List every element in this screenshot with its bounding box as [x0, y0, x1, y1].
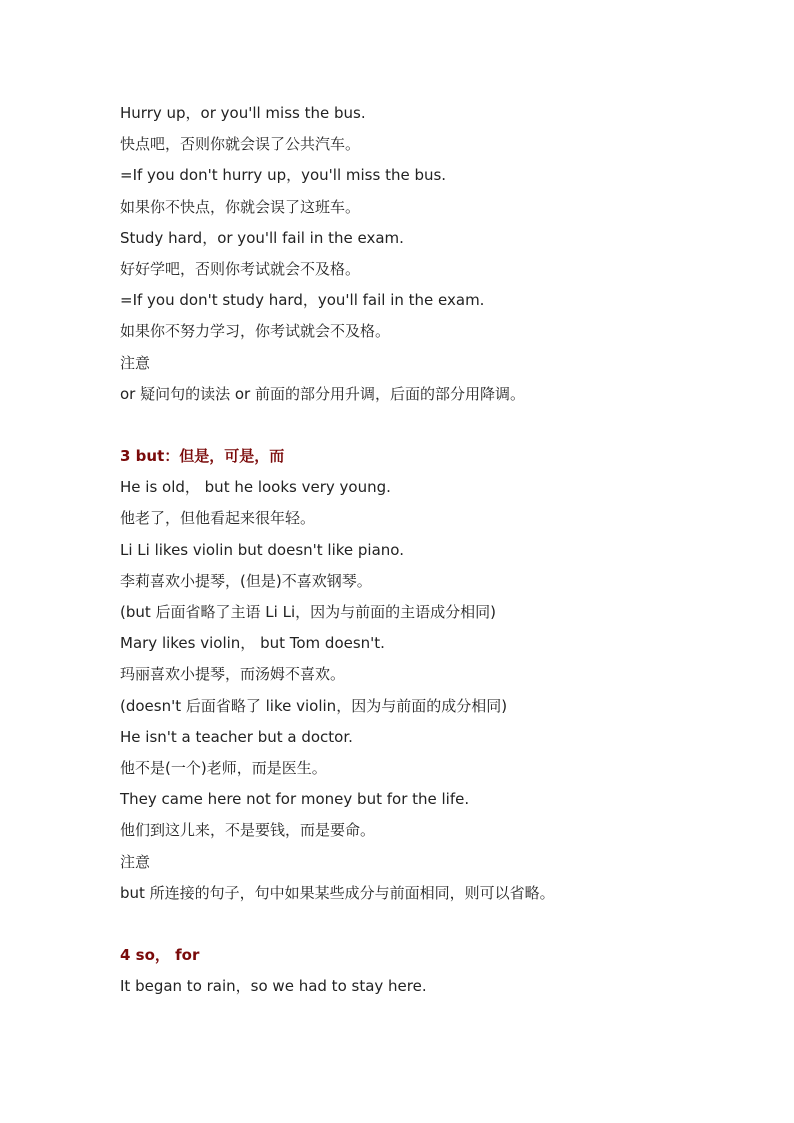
text-line: 他们到这儿来，不是要钱，而是要命。	[120, 821, 376, 840]
note-text: or 疑问句的读法 or 前面的部分用升调，后面的部分用降调。	[120, 384, 525, 403]
text-line: (doesn't 后面省略了 like violin，因为与前面的成分相同)	[120, 696, 508, 715]
text-line: =If you don't study hard，you'll fail in the exam.	[120, 291, 485, 310]
text-line: They came here not for money but for the life.	[120, 790, 470, 809]
text-line: 李莉喜欢小提琴，(但是)不喜欢钢琴。	[120, 571, 372, 590]
text-line: 如果你不快点，你就会误了这班车。	[120, 197, 361, 216]
note-label: 注意	[120, 852, 151, 871]
section-heading-so-for: 4 so， for	[120, 946, 200, 965]
text-line: Li Li likes violin but doesn't like piano.	[120, 540, 404, 559]
document-page	[120, 98, 760, 1002]
text-line: (but 后面省略了主语 Li Li，因为与前面的主语成分相同)	[120, 603, 496, 621]
note-text: but 所连接的句子，句中如果某些成分与前面相同，则可以省略。	[120, 883, 555, 902]
section-gap	[120, 410, 760, 441]
note-label: 注意	[120, 353, 151, 372]
text-line: He isn't a teacher but a doctor.	[120, 727, 353, 746]
text-line: =If you don't hurry up，you'll miss the bus.	[120, 166, 447, 185]
text-line: 玛丽喜欢小提琴，而汤姆不喜欢。	[120, 665, 346, 684]
text-line: It began to rain，so we had to stay here.	[120, 977, 427, 996]
text-line: Mary likes violin， but Tom doesn't.	[120, 634, 385, 653]
text-line: Hurry up，or you'll miss the bus.	[120, 104, 366, 122]
text-line: 好好学吧，否则你考试就会不及格。	[120, 259, 361, 278]
text-line: He is old， but he looks very young.	[120, 478, 391, 497]
text-line: 快点吧，否则你就会误了公共汽车。	[120, 135, 361, 154]
section-gap	[120, 909, 760, 940]
text-line: 他不是(一个)老师，而是医生。	[120, 758, 327, 777]
text-line: 他老了，但他看起来很年轻。	[120, 509, 316, 528]
section-heading-but: 3 but：但是，可是，而	[120, 447, 285, 466]
text-line: Study hard，or you'll fail in the exam.	[120, 228, 404, 247]
text-line: 如果你不努力学习，你考试就会不及格。	[120, 322, 391, 341]
